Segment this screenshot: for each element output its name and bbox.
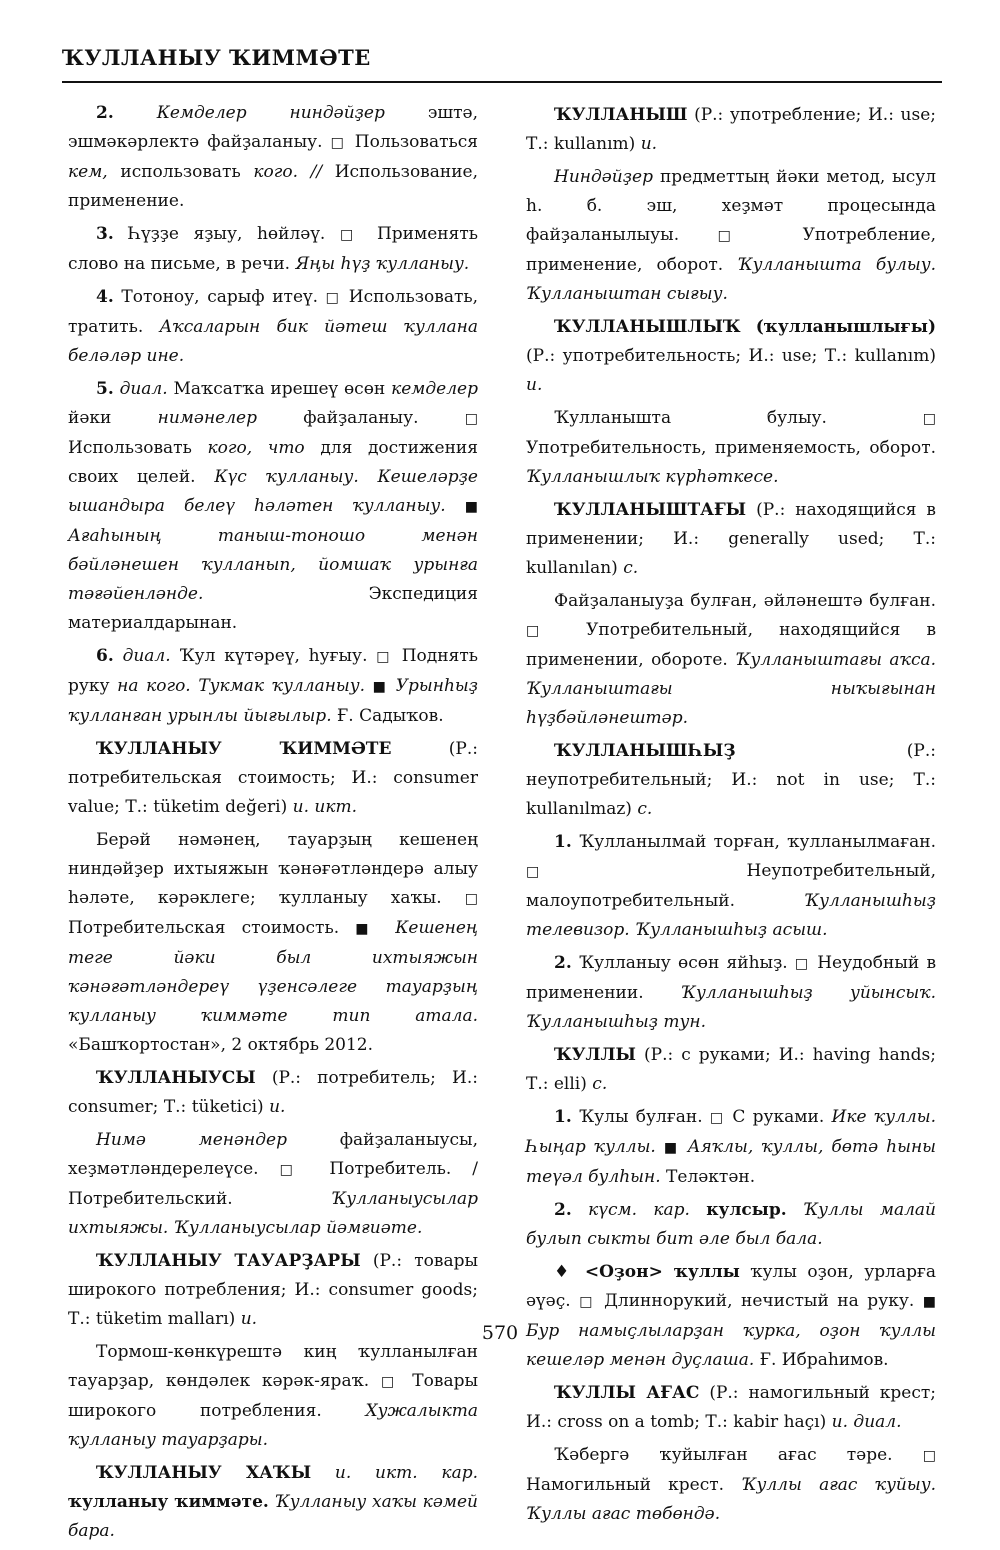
- translation-marker-icon: □: [526, 864, 641, 880]
- definition: Ниндәйҙер предметтың йәки метод, ысул һ. б. эш, хеҙмәт процесында файҙаланылыуы. □ Употребление, применение, оборот. Ҡулланышта булыу. Ҡулланыштан сығыу.: [526, 167, 937, 304]
- headword: ҠУЛЛАНЫУ ХАҠЫ: [96, 1463, 312, 1483]
- definition: Берәй нәмәнең, тауарҙың кешенең ниндәйҙер ихтыяжын ҡәнәғәтләндерә алыу һәләте, кәрәклеге; ҡулланыу хаҡы. □ Потребительская стоимость. ■ Кешенең теге йәки был ихтыяжын ҡәнәғәтләндереү үҙенсәлеге тауарҙың ҡулланыу ҡиммәте тип атала. «Башҡортостан», 2 октябрь 2012.: [68, 830, 479, 1055]
- headword: ҠУЛЛАНЫШҺЫҘ: [554, 741, 736, 761]
- example-marker-icon: ■: [663, 1140, 680, 1156]
- entry-kullanyu-haky: ҠУЛЛАНЫУ ХАҠЫ и. икт. кар. ҡулланыу ҡиммәте. Ҡулланыу хаҡы кәмей бара.: [68, 1463, 479, 1541]
- sense-2: 2. күсм. кар. кулсыр. Ҡуллы малай булып сыкты бит әле был бала.: [526, 1200, 936, 1249]
- sense-2: 2. Ҡулланыу өсөн яйһыҙ. □ Неудобный в применении. Ҡулланышһыҙ уйынсыҡ. Ҡулланышһыҙ тун.: [526, 953, 937, 1032]
- entry-kullanyu-kimmate: ҠУЛЛАНЫУ ҠИММӘТЕ (Р.: потребительская стоимость; И.: consumer value; Т.: tüketim değeri) и. икт.: [68, 739, 478, 817]
- headword: ҠУЛЛАНЫУ ҠИММӘТЕ: [96, 739, 392, 759]
- headword: ҠУЛЛЫ АҒАС: [554, 1383, 700, 1403]
- definition: Ҡулланышта булыу. □ Употребительность, применяемость, оборот. Ҡулланышлыҡ күрһәткесе.: [526, 408, 936, 487]
- example-marker-icon: ■: [355, 921, 380, 937]
- idiom: ♦ <Оҙон> ҡуллы ҡулы оҙон, урларға әүәҫ. □ Длиннорукий, нечистый на руку. ■ Бур намыҫлыларҙан ҡурка, оҙон ҡуллы кешеләр менән дуҫлаша. Ғ. Ибраһимов.: [526, 1262, 936, 1370]
- sense-1: 1. Ҡулы булған. □ С руками. Ике ҡуллы. Һыңар ҡуллы. ■ Аяҡлы, ҡуллы, бөтә һыны теүәл булһын. Теләктән.: [526, 1107, 937, 1187]
- translation-marker-icon: □: [464, 891, 479, 907]
- entry-kullanysh: ҠУЛЛАНЫШ (Р.: употребление; И.: use; Т.: kullanım) и.: [526, 105, 937, 154]
- header-rule: [62, 81, 942, 83]
- example-marker-icon: ■: [464, 499, 478, 515]
- entry-kullanyshtagy: ҠУЛЛАНЫШТАҒЫ (Р.: находящийся в применении; И.: generally used; Т.: kullanılan) с.: [526, 500, 936, 578]
- headword: ҠУЛЛАНЫШЛЫҠ: [554, 317, 741, 337]
- translation-marker-icon: □: [922, 1448, 937, 1464]
- idiom-marker-icon: ♦: [554, 1262, 575, 1282]
- translation-marker-icon: □: [330, 135, 347, 151]
- headword: ҠУЛЛАНЫУ ТАУАРҘАРЫ: [96, 1251, 361, 1271]
- definition: Тормош-көнкүрештә киң ҡулланылған тауарҙар, көндәлек кәрәк-яраҡ. □ Товары широкого потребления. Хужалыкта ҡулланыу тауарҙары.: [68, 1342, 478, 1450]
- translation-marker-icon: □: [579, 1294, 596, 1310]
- entry-kullanyu-tauarzary: ҠУЛЛАНЫУ ТАУАРҘАРЫ (Р.: товары широкого потребления; И.: consumer goods; Т.: tüketim malları) и.: [68, 1251, 478, 1329]
- translation-marker-icon: □: [526, 623, 560, 639]
- headword: ҠУЛЛЫ: [554, 1045, 636, 1065]
- translation-marker-icon: □: [325, 290, 342, 306]
- translation-marker-icon: □: [464, 411, 478, 427]
- sense-2: 2. Кемделер ниндәйҙер эштә, эшмәкәрлектә файҙаланыу. □ Пользоваться кем, использовать кого. // Использование, применение.: [68, 103, 479, 211]
- translation-marker-icon: □: [279, 1162, 309, 1178]
- entry-kullanyusy: ҠУЛЛАНЫУСЫ (Р.: потребитель; И.: consumer; Т.: tüketici) и.: [68, 1068, 478, 1117]
- right-column: [526, 99, 936, 1533]
- sense-6: 6. диал. Ҡул күтәреү, һуғыу. □ Поднять руку на кого. Тукмак ҡулланыу. ■ Урынһыҙ ҡулланған урынлы йығылыр. Ғ. Садыҡов.: [68, 646, 479, 726]
- example-marker-icon: ■: [922, 1294, 936, 1310]
- entry-kully-agas: ҠУЛЛЫ АҒАС (Р.: намогильный крест; И.: cross on a tomb; Т.: kabir haçı) и. диал.: [526, 1383, 937, 1432]
- definition: Нимә менәндер файҙаланыусы, хеҙмәтләндерелеүсе. □ Потребитель. / Потребительский. Ҡулланыусылар ихтыяжы. Ҡулланыусылар йәмғиәте.: [68, 1130, 479, 1238]
- running-title: ҠУЛЛАНЫУ ҠИММӘТЕ: [62, 45, 371, 70]
- translation-marker-icon: □: [717, 228, 765, 244]
- example-marker-icon: ■: [372, 679, 389, 695]
- headword: ҠУЛЛАНЫУСЫ: [96, 1068, 256, 1088]
- sense-1: 1. Ҡулланылмай торған, ҡулланылмаған. □ Неупотребительный, малоупотребительный. Ҡулланышһыҙ телевизор. Ҡулланышһыҙ асыш.: [526, 832, 936, 940]
- translation-marker-icon: □: [709, 1110, 726, 1126]
- translation-marker-icon: □: [794, 956, 810, 972]
- page-number: 570: [481, 1322, 519, 1344]
- headword: ҠУЛЛАНЫШТАҒЫ: [554, 500, 747, 520]
- entry-kullanyshhyz: ҠУЛЛАНЫШҺЫҘ (Р.: неупотребительный; И.: not in use; Т.: kullanılmaz) с.: [526, 741, 936, 819]
- definition: Ҡәбергә ҡуйылған ағас тәре. □ Намогильный крест. Ҡуллы ағас ҡуйыу. Ҡуллы ағас төбөндә.: [526, 1445, 937, 1524]
- translation-marker-icon: □: [376, 649, 393, 665]
- entry-kullanyshlyk: ҠУЛЛАНЫШЛЫҠ (ҡулланышлығы) (Р.: употребительность; И.: use; Т.: kullanım) и.: [526, 317, 936, 395]
- definition: Файҙаланыуҙа булған, әйләнештә булған. □ Употребительный, находящийся в применении, обороте. Ҡулланыштағы аҡса. Ҡулланыштағы ныҡығынан һүҙбәйләнештәр.: [526, 591, 937, 728]
- sense-5: 5. диал. Маҡсатҡа ирешеү өсөн кемделер йәки нимәнелер файҙаланыу. □ Использовать кого, что для достижения своих целей. Күс ҡулланыу. Кешеләрҙе ышандыра белеү һәләтен ҡулланыу. ■ Ағаһының таныш-тоношо менән бәйләнешен ҡулланып, йомшаҡ урынға тәғәйенләнде. Экспедиция материалдарынан.: [68, 379, 478, 633]
- headword: ҠУЛЛАНЫШ: [554, 105, 688, 125]
- sense-3: 3. Һүҙҙе яҙыу, һөйләү. □ Применять слово на письме, в речи. Яңы һүҙ ҡулланыу.: [68, 224, 478, 274]
- translation-marker-icon: □: [339, 227, 363, 243]
- translation-marker-icon: □: [922, 411, 936, 427]
- entry-kully: ҠУЛЛЫ (Р.: с руками; И.: having hands; Т.: elli) с.: [526, 1045, 936, 1094]
- sense-4: 4. Тотоноу, сарыф итеү. □ Использовать, тратить. Аҡсаларын бик йәтеш ҡуллана беләләр ине.: [68, 287, 479, 366]
- translation-marker-icon: □: [380, 1374, 401, 1390]
